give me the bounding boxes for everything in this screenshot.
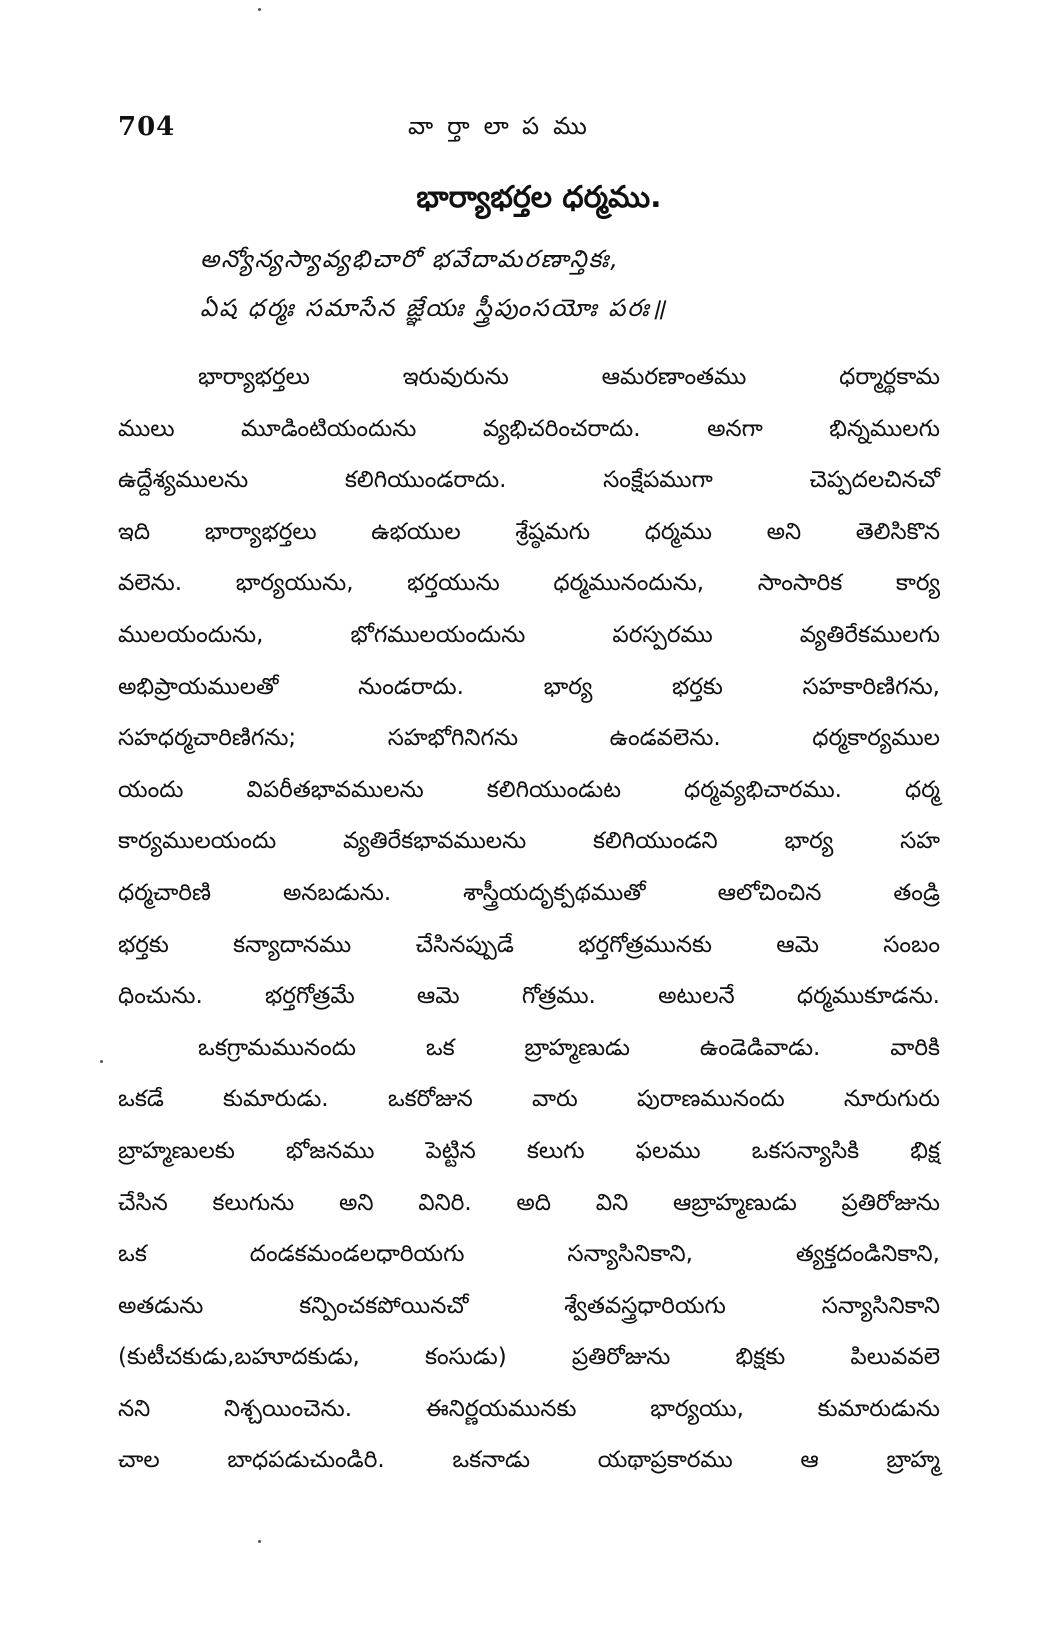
text-line: అభిప్రాయములతో నుండరాదు. భార్య భర్తకు సహకారిణిగను, [118, 673, 940, 700]
text-line: ఒక దండకమండలధారియగు సన్యాసినికాని, త్యక్తదండినికాని, [118, 1241, 940, 1268]
text-line: ఒకగ్రామమునందు ఒక బ్రాహ్మణుడు ఉండెడివాడు. వారికి [198, 1034, 940, 1061]
text-line: ధించును. భర్తగోత్రమే ఆమె గోత్రము. అటులనే ధర్మముకూడను. [118, 983, 940, 1010]
verse-line: ఏష ధర్మః సమాసేన జ్ఞేయః స్త్రీపుంసయోః పరః॥ [200, 294, 668, 322]
text-line: (కుటీచకుడు,బహూదకుడు, కంసుడు) ప్రతిరోజును భిక్షకు పిలువవలె [118, 1344, 940, 1371]
running-title: వార్తాలాపము [408, 112, 601, 140]
text-line: బ్రాహ్మణులకు భోజనము పెట్టిన కలుగు ఫలము ఒకసన్యాసికి భిక్ష [118, 1137, 940, 1164]
text-line: యందు విపరీతభావములను కలిగియుండుట ధర్మవ్యభిచారము. ధర్మ [118, 776, 940, 803]
text-line: భర్తకు కన్యాదానము చేసినప్పుడే భర్తగోత్రమునకు ఆమె సంబం [118, 931, 940, 958]
text-line: సహధర్మచారిణిగను; సహభోగినిగను ఉండవలెను. ధర్మకార్యముల [118, 725, 940, 752]
text-line: అతడును కన్పించకపోయినచో శ్వేతవస్త్రధారియగు సన్యాసినికాని [118, 1292, 940, 1319]
section-title: భార్యాభర్తల ధర్మము. [416, 180, 662, 215]
verse-line: అన్యోన్యస్యావ్యభిచారో భవేదామరణాన్తికః, [200, 245, 620, 273]
text-line: వలెను. భార్యయును, భర్తయును ధర్మమునందును, సాంసారిక కార్య [118, 570, 940, 597]
page-number: 704 [118, 112, 176, 142]
text-line: కార్యములయందు వ్యతిరేకభావములను కలిగియుండని భార్య సహ [118, 828, 940, 855]
text-line: ములు మూడింటియందును వ్యభిచరించరాదు. అనగా భిన్నములగు [118, 415, 940, 442]
text-line: భార్యాభర్తలు ఇరువురును ఆమరణాంతము ధర్మార్థకామ [198, 364, 940, 390]
text-line: చాల బాధపడుచుండిరి. ఒకనాడు యథాప్రకారము ఆ బ్రాహ్మ [118, 1447, 940, 1474]
scan-speck [258, 8, 261, 11]
text-line: ధర్మచారిణి అనబడును. శాస్త్రీయదృక్పథముతో ఆలోచించిన తండ్రి [118, 879, 940, 906]
text-line: చేసిన కలుగును అని వినిరి. అది విని ఆబ్రాహ్మణుడు ప్రతిరోజును [118, 1189, 940, 1216]
body-text [118, 352, 940, 1487]
scan-speck [258, 1540, 261, 1543]
text-line: నని నిశ్చయించెను. ఈనిర్ణయమునకు భార్యయు, కుమారుడును [118, 1395, 940, 1422]
text-line: ఒకడే కుమారుడు. ఒకరోజున వారు పురాణమునందు నూరుగురు [118, 1086, 940, 1113]
text-line: ములయందును, భోగములయందును పరస్పరము వ్యతిరేకములగు [118, 621, 940, 648]
scan-speck [100, 1060, 103, 1063]
running-header [118, 112, 938, 152]
text-line: ఇది భార్యాభర్తలు ఉభయుల శ్రేష్ఠమగు ధర్మము అని తెలిసికొన [118, 518, 940, 545]
text-line: ఉద్దేశ్యములను కలిగియుండరాదు. సంక్షేపముగా చెప్పదలచినచో [118, 467, 940, 494]
